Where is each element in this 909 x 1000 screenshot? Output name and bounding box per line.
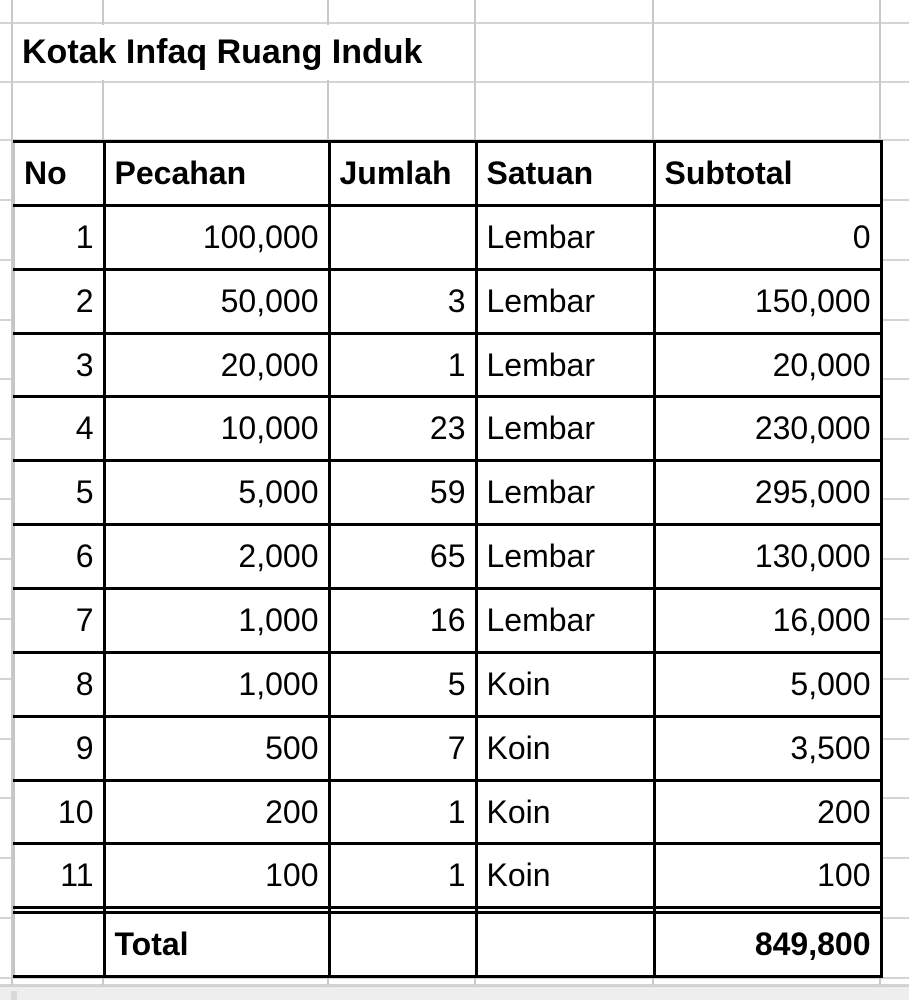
cell-pecahan[interactable]: 5,000 [104, 461, 329, 525]
cell-subtotal[interactable]: 20,000 [654, 333, 881, 397]
cell-subtotal[interactable]: 150,000 [654, 269, 881, 333]
cell-satuan[interactable]: Lembar [476, 589, 654, 653]
cell-jumlah[interactable]: 16 [329, 589, 476, 653]
cell-jumlah[interactable]: 7 [329, 716, 476, 780]
cell-jumlah[interactable] [329, 205, 476, 269]
cell-no[interactable]: 1 [14, 205, 104, 269]
cell-subtotal[interactable]: 16,000 [654, 589, 881, 653]
cell-subtotal[interactable]: 230,000 [654, 397, 881, 461]
cell-no[interactable]: 3 [14, 333, 104, 397]
cell-pecahan[interactable]: 500 [104, 716, 329, 780]
cell-pecahan[interactable]: 20,000 [104, 333, 329, 397]
cell-empty[interactable] [14, 913, 104, 977]
infaq-table [13, 140, 883, 978]
cell-jumlah[interactable]: 65 [329, 525, 476, 589]
cell-subtotal[interactable]: 130,000 [654, 525, 881, 589]
table-row [14, 269, 881, 333]
cell-subtotal[interactable]: 295,000 [654, 461, 881, 525]
cell-no[interactable]: 8 [14, 652, 104, 716]
gridline [0, 81, 909, 83]
total-row [14, 913, 881, 977]
cell-jumlah[interactable]: 5 [329, 652, 476, 716]
cell-no[interactable]: 7 [14, 589, 104, 653]
cell-pecahan[interactable]: 100 [104, 844, 329, 908]
cell-subtotal[interactable]: 100 [654, 844, 881, 908]
cell-satuan[interactable]: Lembar [476, 461, 654, 525]
cell-pecahan[interactable]: 100,000 [104, 205, 329, 269]
header-satuan[interactable]: Satuan [476, 142, 654, 206]
cell-pecahan[interactable]: 1,000 [104, 652, 329, 716]
cell-jumlah[interactable]: 1 [329, 780, 476, 844]
header-row [14, 142, 881, 206]
gridline [0, 22, 909, 24]
cell-subtotal[interactable]: 0 [654, 205, 881, 269]
header-pecahan[interactable]: Pecahan [104, 142, 329, 206]
table-row [14, 780, 881, 844]
cell-satuan[interactable]: Koin [476, 652, 654, 716]
table-row [14, 589, 881, 653]
cell-jumlah[interactable]: 23 [329, 397, 476, 461]
cell-jumlah[interactable]: 3 [329, 269, 476, 333]
table-row [14, 652, 881, 716]
cell-satuan[interactable]: Lembar [476, 397, 654, 461]
cell-no[interactable]: 10 [14, 780, 104, 844]
cell-pecahan[interactable]: 50,000 [104, 269, 329, 333]
cell-no[interactable]: 5 [14, 461, 104, 525]
table-row [14, 397, 881, 461]
bottom-bar [0, 986, 909, 1000]
table-row [14, 205, 881, 269]
cell-satuan[interactable]: Koin [476, 716, 654, 780]
total-value-cell[interactable]: 849,800 [654, 913, 881, 977]
cell-satuan[interactable]: Koin [476, 780, 654, 844]
header-jumlah[interactable]: Jumlah [329, 142, 476, 206]
cell-empty[interactable] [476, 913, 654, 977]
cell-satuan[interactable]: Lembar [476, 269, 654, 333]
table-row [14, 844, 881, 908]
table-row [14, 461, 881, 525]
cell-empty[interactable] [329, 913, 476, 977]
total-label-cell[interactable]: Total [104, 913, 329, 977]
cell-jumlah[interactable]: 1 [329, 333, 476, 397]
cell-subtotal[interactable]: 3,500 [654, 716, 881, 780]
cell-satuan[interactable]: Lembar [476, 333, 654, 397]
cell-no[interactable]: 11 [14, 844, 104, 908]
table-row [14, 333, 881, 397]
cell-subtotal[interactable]: 200 [654, 780, 881, 844]
cell-satuan[interactable]: Lembar [476, 525, 654, 589]
cell-pecahan[interactable]: 10,000 [104, 397, 329, 461]
cell-no[interactable]: 4 [14, 397, 104, 461]
cell-jumlah[interactable]: 59 [329, 461, 476, 525]
sheet-title-cell[interactable]: Kotak Infaq Ruang Induk [13, 25, 426, 80]
header-subtotal[interactable]: Subtotal [654, 142, 881, 206]
cell-pecahan[interactable]: 200 [104, 780, 329, 844]
header-no[interactable]: No [14, 142, 104, 206]
cell-pecahan[interactable]: 1,000 [104, 589, 329, 653]
cell-subtotal[interactable]: 5,000 [654, 652, 881, 716]
scrollbar-notch [11, 991, 17, 1000]
table-row [14, 716, 881, 780]
cell-jumlah[interactable]: 1 [329, 844, 476, 908]
cell-pecahan[interactable]: 2,000 [104, 525, 329, 589]
cell-no[interactable]: 2 [14, 269, 104, 333]
cell-no[interactable]: 9 [14, 716, 104, 780]
cell-no[interactable]: 6 [14, 525, 104, 589]
cell-satuan[interactable]: Koin [476, 844, 654, 908]
table-row [14, 525, 881, 589]
cell-satuan[interactable]: Lembar [476, 205, 654, 269]
